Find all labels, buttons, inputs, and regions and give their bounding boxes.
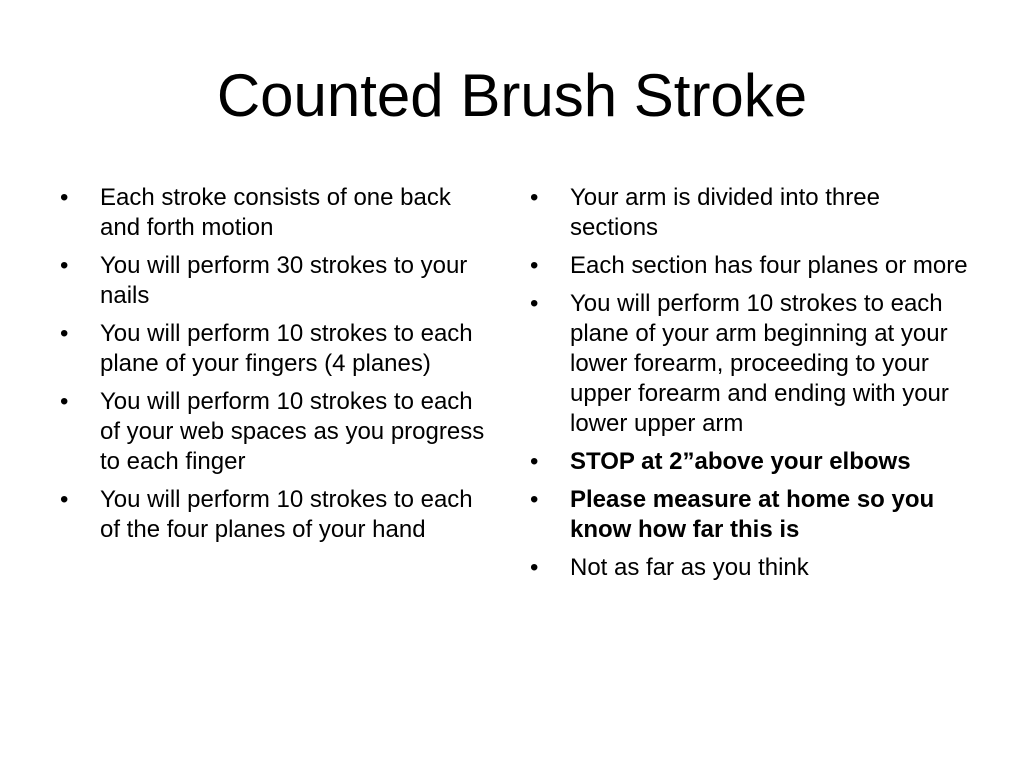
list-item <box>530 553 970 583</box>
bullet-icon: • <box>60 252 69 279</box>
list-item <box>60 387 490 477</box>
bullet-icon: • <box>60 184 69 211</box>
slide-title: Counted Brush Stroke <box>216 62 808 129</box>
list-item <box>530 289 970 439</box>
list-item <box>530 183 970 243</box>
list-item <box>60 251 490 311</box>
bullet-icon: • <box>530 486 539 513</box>
bullet-text: You will perform 10 strokes to each of the four planes of your hand <box>100 486 473 543</box>
bullet-icon: • <box>530 290 539 317</box>
bullet-text: You will perform 10 strokes to each plane of your arm beginning at your lower forearm, proceeding to your upper forearm and ending with your lower upper arm <box>570 290 949 437</box>
bullet-icon: • <box>60 388 69 415</box>
list-item <box>60 183 490 243</box>
bullet-icon: • <box>60 320 69 347</box>
list-item <box>530 447 970 477</box>
bullet-text: Your arm is divided into three sections <box>570 184 880 241</box>
bullet-text: You will perform 10 strokes to each of your web spaces as you progress to each finger <box>100 388 485 475</box>
list-item <box>530 485 970 545</box>
list-item <box>60 319 490 379</box>
bullet-icon: • <box>530 554 539 581</box>
left-bullet-list <box>60 183 490 553</box>
bullet-text: Not as far as you think <box>570 554 809 581</box>
right-bullet-list <box>530 183 970 591</box>
bullet-icon: • <box>530 448 539 475</box>
bullet-text: Please measure at home so you know how far this is <box>570 486 935 543</box>
bullet-text: You will perform 10 strokes to each plane of your fingers (4 planes) <box>100 320 473 377</box>
bullet-text: Each section has four planes or more <box>570 252 968 279</box>
bullet-text: STOP at 2”above your elbows <box>570 448 911 475</box>
bullet-icon: • <box>530 252 539 279</box>
bullet-text: You will perform 30 strokes to your nails <box>100 252 468 309</box>
bullet-icon: • <box>60 486 69 513</box>
bullet-icon: • <box>530 184 539 211</box>
list-item <box>530 251 970 281</box>
list-item <box>60 485 490 545</box>
bullet-text: Each stroke consists of one back and forth motion <box>100 184 451 241</box>
